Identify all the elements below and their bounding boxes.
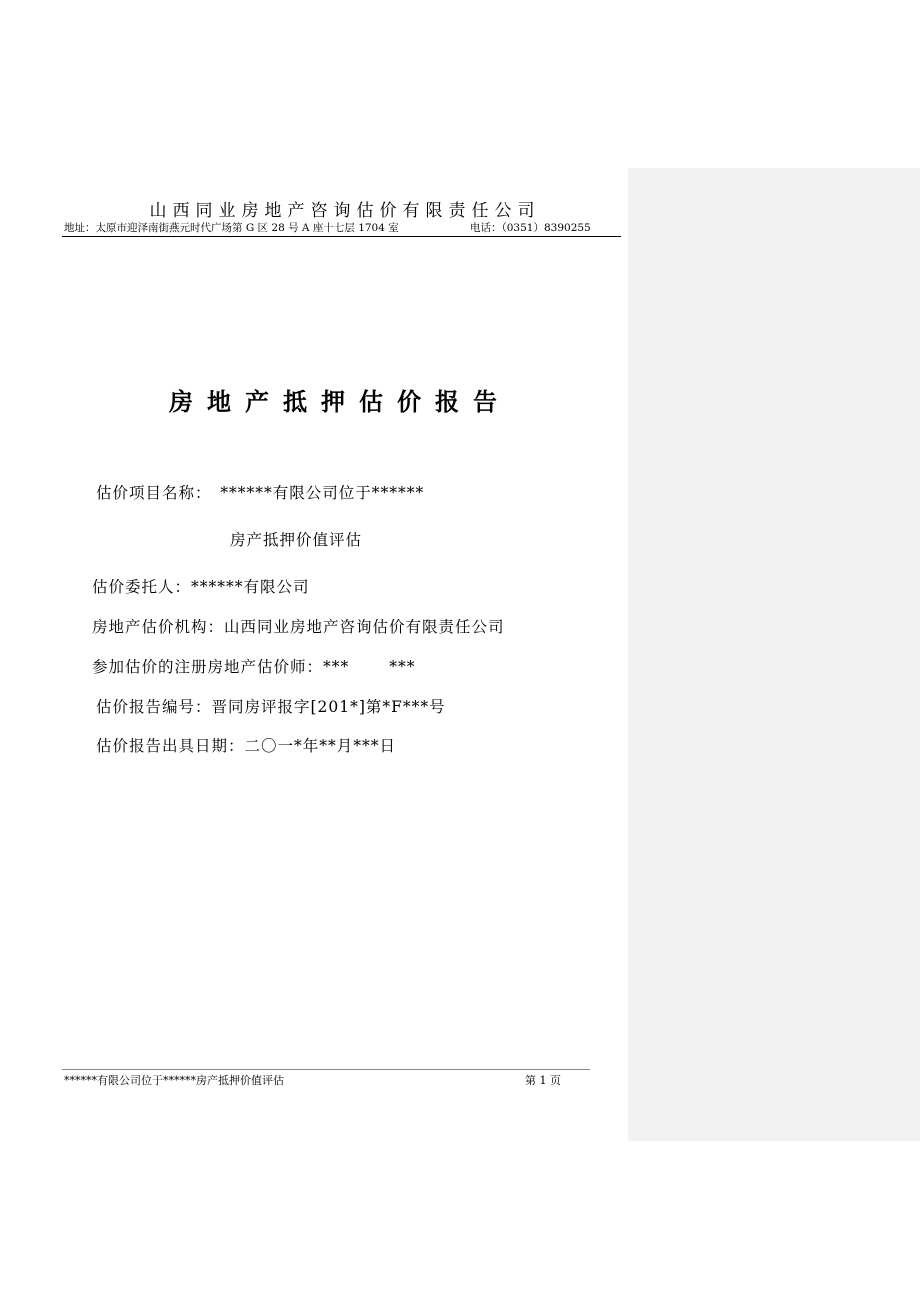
client: 估价委托人：******有限公司 [92, 578, 310, 596]
appraisers [92, 655, 416, 677]
project-name: 估价项目名称： ******有限公司位于****** [96, 484, 425, 502]
company-name: 山西同业房地产咨询估价有限责任公司 [149, 201, 541, 221]
report-title: 房地产抵押估价报告 [169, 387, 511, 416]
appraisers-label: 参加估价的注册房地产估价师：*** [92, 658, 350, 676]
header-divider [62, 236, 621, 237]
project-name-continued: 房产抵押价值评估 [230, 531, 363, 549]
appraiser-2: *** [389, 658, 416, 676]
page-number: 第 1 页 [525, 1074, 561, 1087]
report-date: 估价报告出具日期：二〇一*年**月***日 [96, 737, 397, 755]
appraisal-agency: 房地产估价机构：山西同业房地产咨询估价有限责任公司 [92, 618, 505, 636]
footer-divider [62, 1069, 590, 1070]
comment-pane [628, 168, 920, 1141]
company-phone: 电话：（0351）8390255 [470, 222, 591, 234]
footer-project: ******有限公司位于******房产抵押价值评估 [64, 1074, 284, 1087]
company-address: 地址：太原市迎泽南街燕元时代广场第 G 区 28 号 A 座十七层 1704 室 [64, 222, 399, 234]
report-number: 估价报告编号：晋同房评报字[201*]第*F***号 [96, 698, 446, 716]
